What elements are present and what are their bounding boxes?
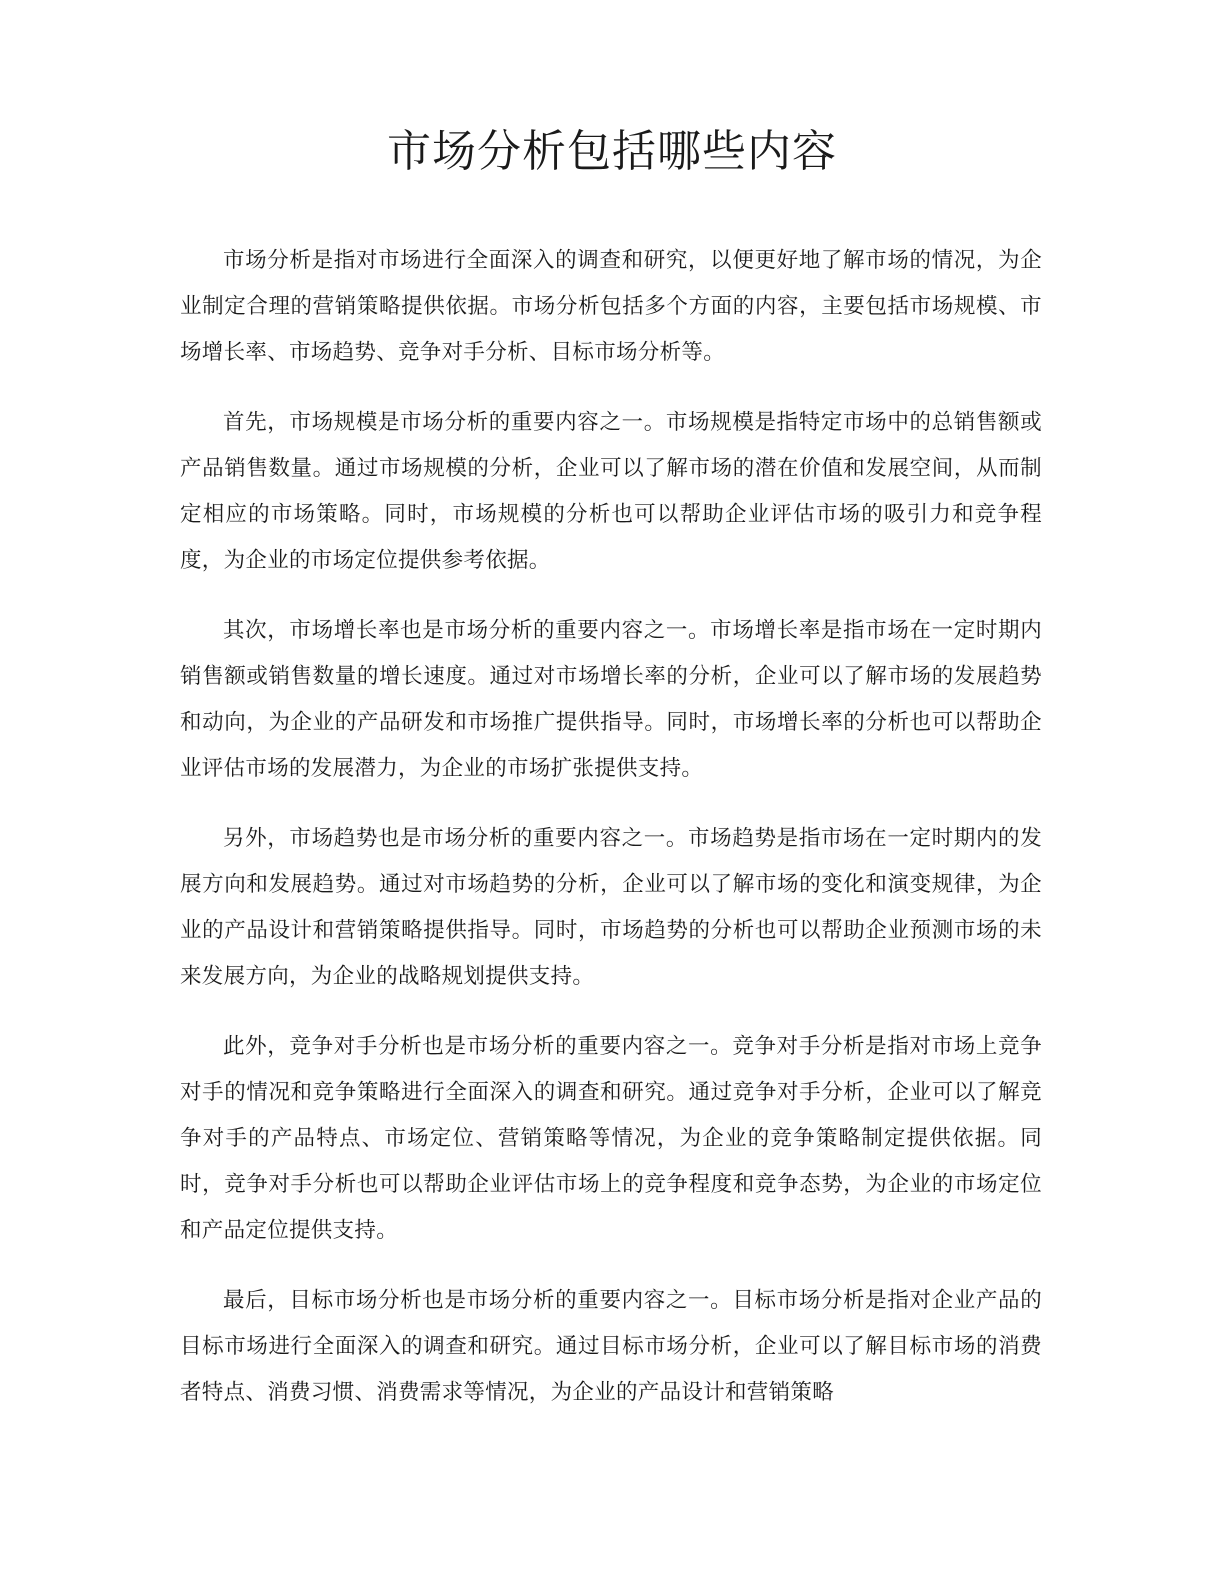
paragraph-growth-rate: 其次，市场增长率也是市场分析的重要内容之一。市场增长率是指市场在一定时期内销售额或销售数量的增长速度。通过对市场增长率的分析，企业可以了解市场的发展趋势和动向，为企业的产品研发和市场推广提供指导。同时，市场增长率的分析也可以帮助企业评估市场的发展潜力，为企业的市场扩张提供支持。 (180, 618, 1042, 781)
paragraph-target-market: 最后，目标市场分析也是市场分析的重要内容之一。目标市场分析是指对企业产品的目标市场进行全面深入的调查和研究。通过目标市场分析，企业可以了解目标市场的消费者特点、消费习惯、消费需求等情况，为企业的产品设计和营销策略 (180, 1288, 1042, 1405)
paragraph-intro: 市场分析是指对市场进行全面深入的调查和研究，以便更好地了解市场的情况，为企业制定合理的营销策略提供依据。市场分析包括多个方面的内容，主要包括市场规模、市场增长率、市场趋势、竞争对手分析、目标市场分析等。 (180, 248, 1042, 365)
paragraph-market-size: 首先，市场规模是市场分析的重要内容之一。市场规模是指特定市场中的总销售额或产品销售数量。通过市场规模的分析，企业可以了解市场的潜在价值和发展空间，从而制定相应的市场策略。同时，市场规模的分析也可以帮助企业评估市场的吸引力和竞争程度，为企业的市场定位提供参考依据。 (180, 410, 1042, 573)
paragraph-competitor-analysis: 此外，竞争对手分析也是市场分析的重要内容之一。竞争对手分析是指对市场上竞争对手的情况和竞争策略进行全面深入的调查和研究。通过竞争对手分析，企业可以了解竞争对手的产品特点、市场定位、营销策略等情况，为企业的竞争策略制定提供依据。同时，竞争对手分析也可以帮助企业评估市场上的竞争程度和竞争态势，为企业的市场定位和产品定位提供支持。 (180, 1034, 1042, 1243)
paragraph-market-trend: 另外，市场趋势也是市场分析的重要内容之一。市场趋势是指市场在一定时期内的发展方向和发展趋势。通过对市场趋势的分析，企业可以了解市场的变化和演变规律，为企业的产品设计和营销策略提供指导。同时，市场趋势的分析也可以帮助企业预测市场的未来发展方向，为企业的战略规划提供支持。 (180, 826, 1042, 989)
document-body (180, 238, 1042, 1440)
document-title: 市场分析包括哪些内容 (387, 126, 837, 177)
